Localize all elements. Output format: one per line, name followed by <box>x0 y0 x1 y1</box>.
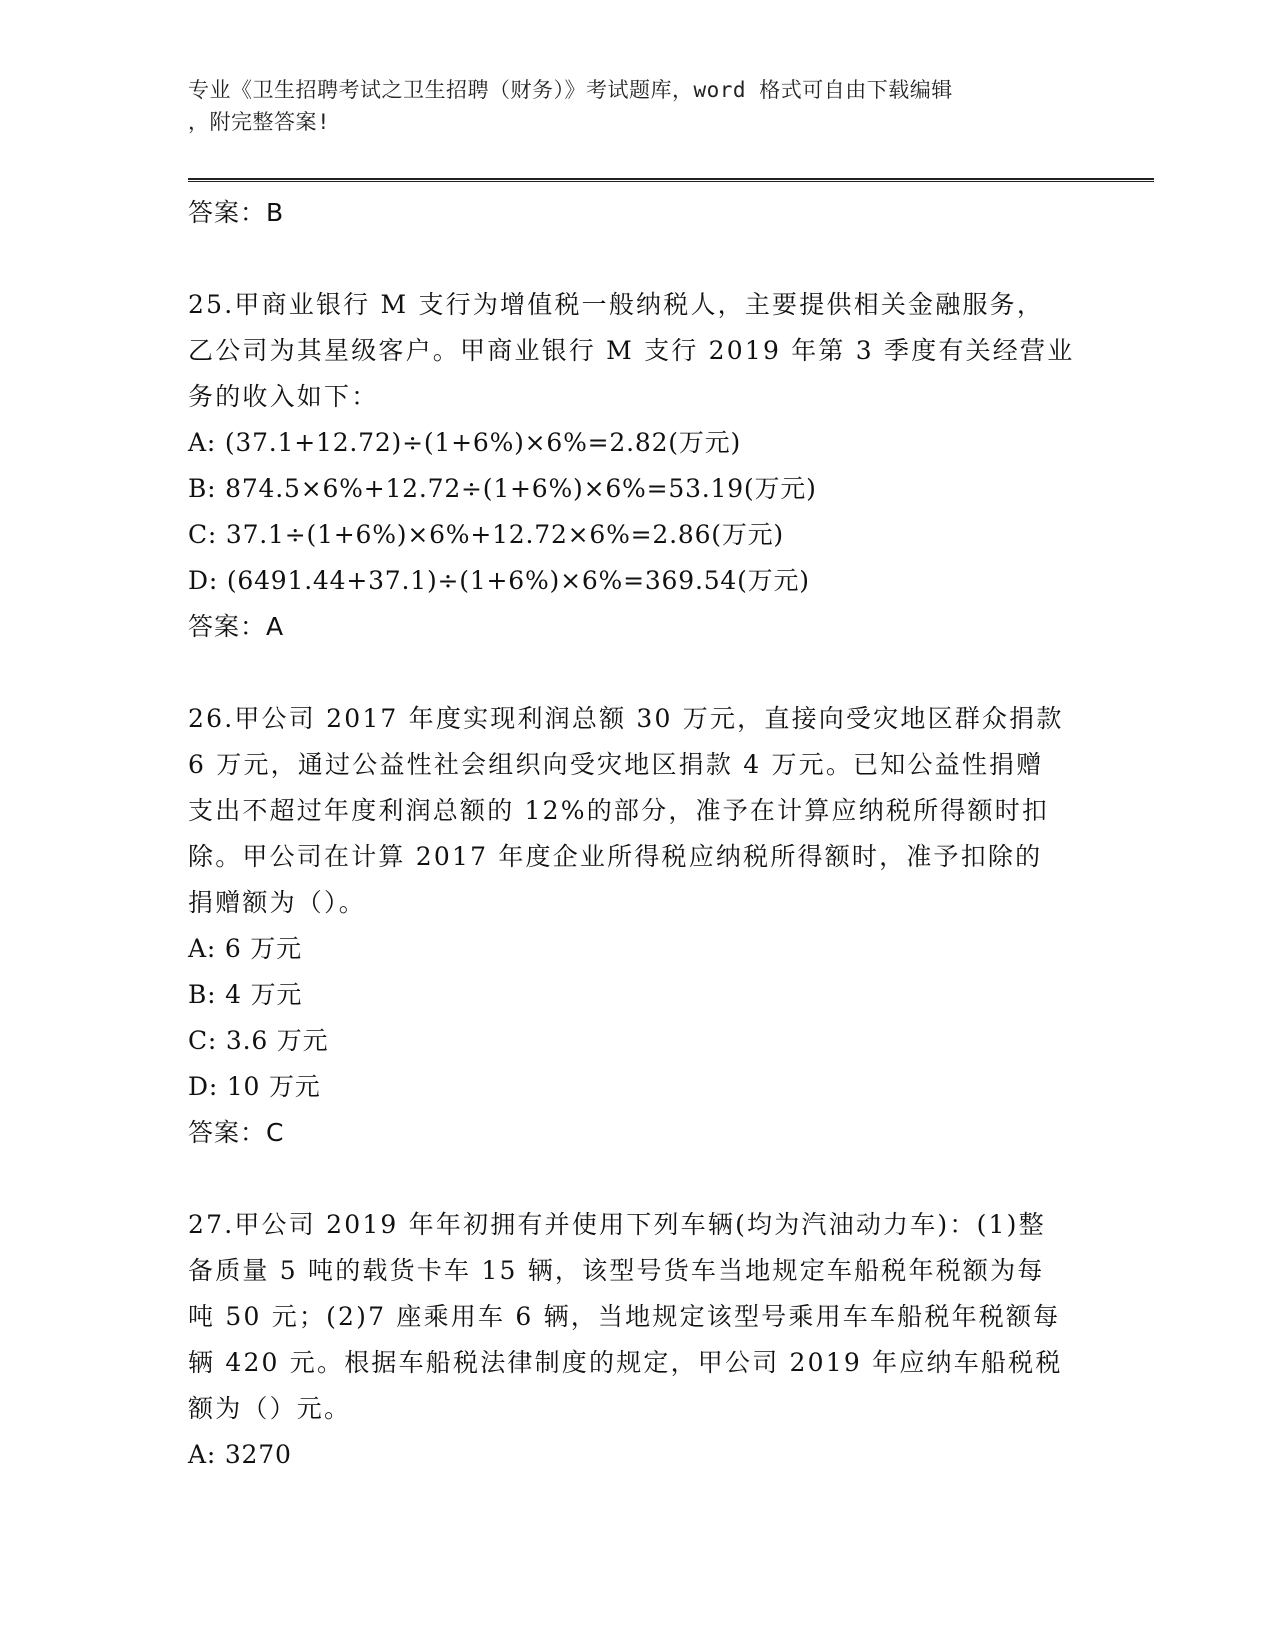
question-text-line: 25.甲商业银行 M 支行为增值税一般纳税人，主要提供相关金融服务， <box>188 290 1045 319</box>
spacer <box>188 236 1108 282</box>
question-text-line: 26.甲公司 2017 年度实现利润总额 30 万元，直接向受灾地区群众捐款 <box>188 704 1064 733</box>
header-divider <box>188 178 1154 182</box>
option-a: A: (37.1+12.72)÷(1+6%)×6%=2.82(万元) <box>188 428 742 457</box>
question-text-line: 辆 420 元。根据车船税法律制度的规定，甲公司 2019 年应纳车船税税 <box>188 1348 1063 1377</box>
question-text-line: 捐赠额为（）。 <box>188 888 366 917</box>
question-text-line: 除。甲公司在计算 2017 年度企业所得税应纳税所得额时，准予扣除的 <box>188 842 1043 871</box>
option-c: C: 37.1÷(1+6%)×6%+12.72×6%=2.86(万元) <box>188 520 784 549</box>
question-text-line: 27.甲公司 2019 年年初拥有并使用下列车辆(均为汽油动力车)：(1)整 <box>188 1210 1046 1239</box>
question-text-line: 吨 50 元；(2)7 座乘用车 6 辆，当地规定该型号乘用车车船税年税额每 <box>188 1302 1061 1331</box>
answer-line: 答案：A <box>188 612 285 641</box>
option-d: D: 10 万元 <box>188 1072 321 1101</box>
document-body <box>188 190 1108 1478</box>
question-text-line: 6 万元，通过公益性社会组织向受灾地区捐款 4 万元。已知公益性捐赠 <box>188 750 1044 779</box>
spacer <box>188 1156 1108 1202</box>
question-text-line: 支出不超过年度利润总额的 12%的部分，准予在计算应纳税所得额时扣 <box>188 796 1050 825</box>
answer-line: 答案：B <box>188 198 285 227</box>
option-b: B: 4 万元 <box>188 980 303 1009</box>
spacer <box>188 650 1108 696</box>
question-26 <box>188 696 1108 1156</box>
question-text-line: 乙公司为其星级客户。甲商业银行 M 支行 2019 年第 3 季度有关经营业 <box>188 336 1075 365</box>
question-text <box>188 696 1108 926</box>
option-d: D: (6491.44+37.1)÷(1+6%)×6%=369.54(万元) <box>188 566 810 595</box>
question-text <box>188 1202 1108 1432</box>
option-b: B: 874.5×6%+12.72÷(1+6%)×6%=53.19(万元) <box>188 474 817 503</box>
question-text <box>188 282 1108 420</box>
document-header <box>188 74 1088 138</box>
question-27 <box>188 1202 1108 1478</box>
option-a: A: 3270 <box>188 1440 292 1469</box>
question-text-line: 额为（）元。 <box>188 1394 352 1423</box>
question-25 <box>188 282 1108 650</box>
question-text-line: 备质量 5 吨的载货卡车 15 辆，该型号货车当地规定车船税年税额为每 <box>188 1256 1045 1285</box>
option-a: A: 6 万元 <box>188 934 302 963</box>
question-text-line: 务的收入如下： <box>188 382 379 411</box>
option-c: C: 3.6 万元 <box>188 1026 329 1055</box>
header-line-2: ，附完整答案! <box>188 110 331 134</box>
header-line-1: 专业《卫生招聘考试之卫生招聘（财务）》考试题库，word 格式可自由下载编辑 <box>188 78 953 102</box>
answer-line: 答案：C <box>188 1118 285 1147</box>
